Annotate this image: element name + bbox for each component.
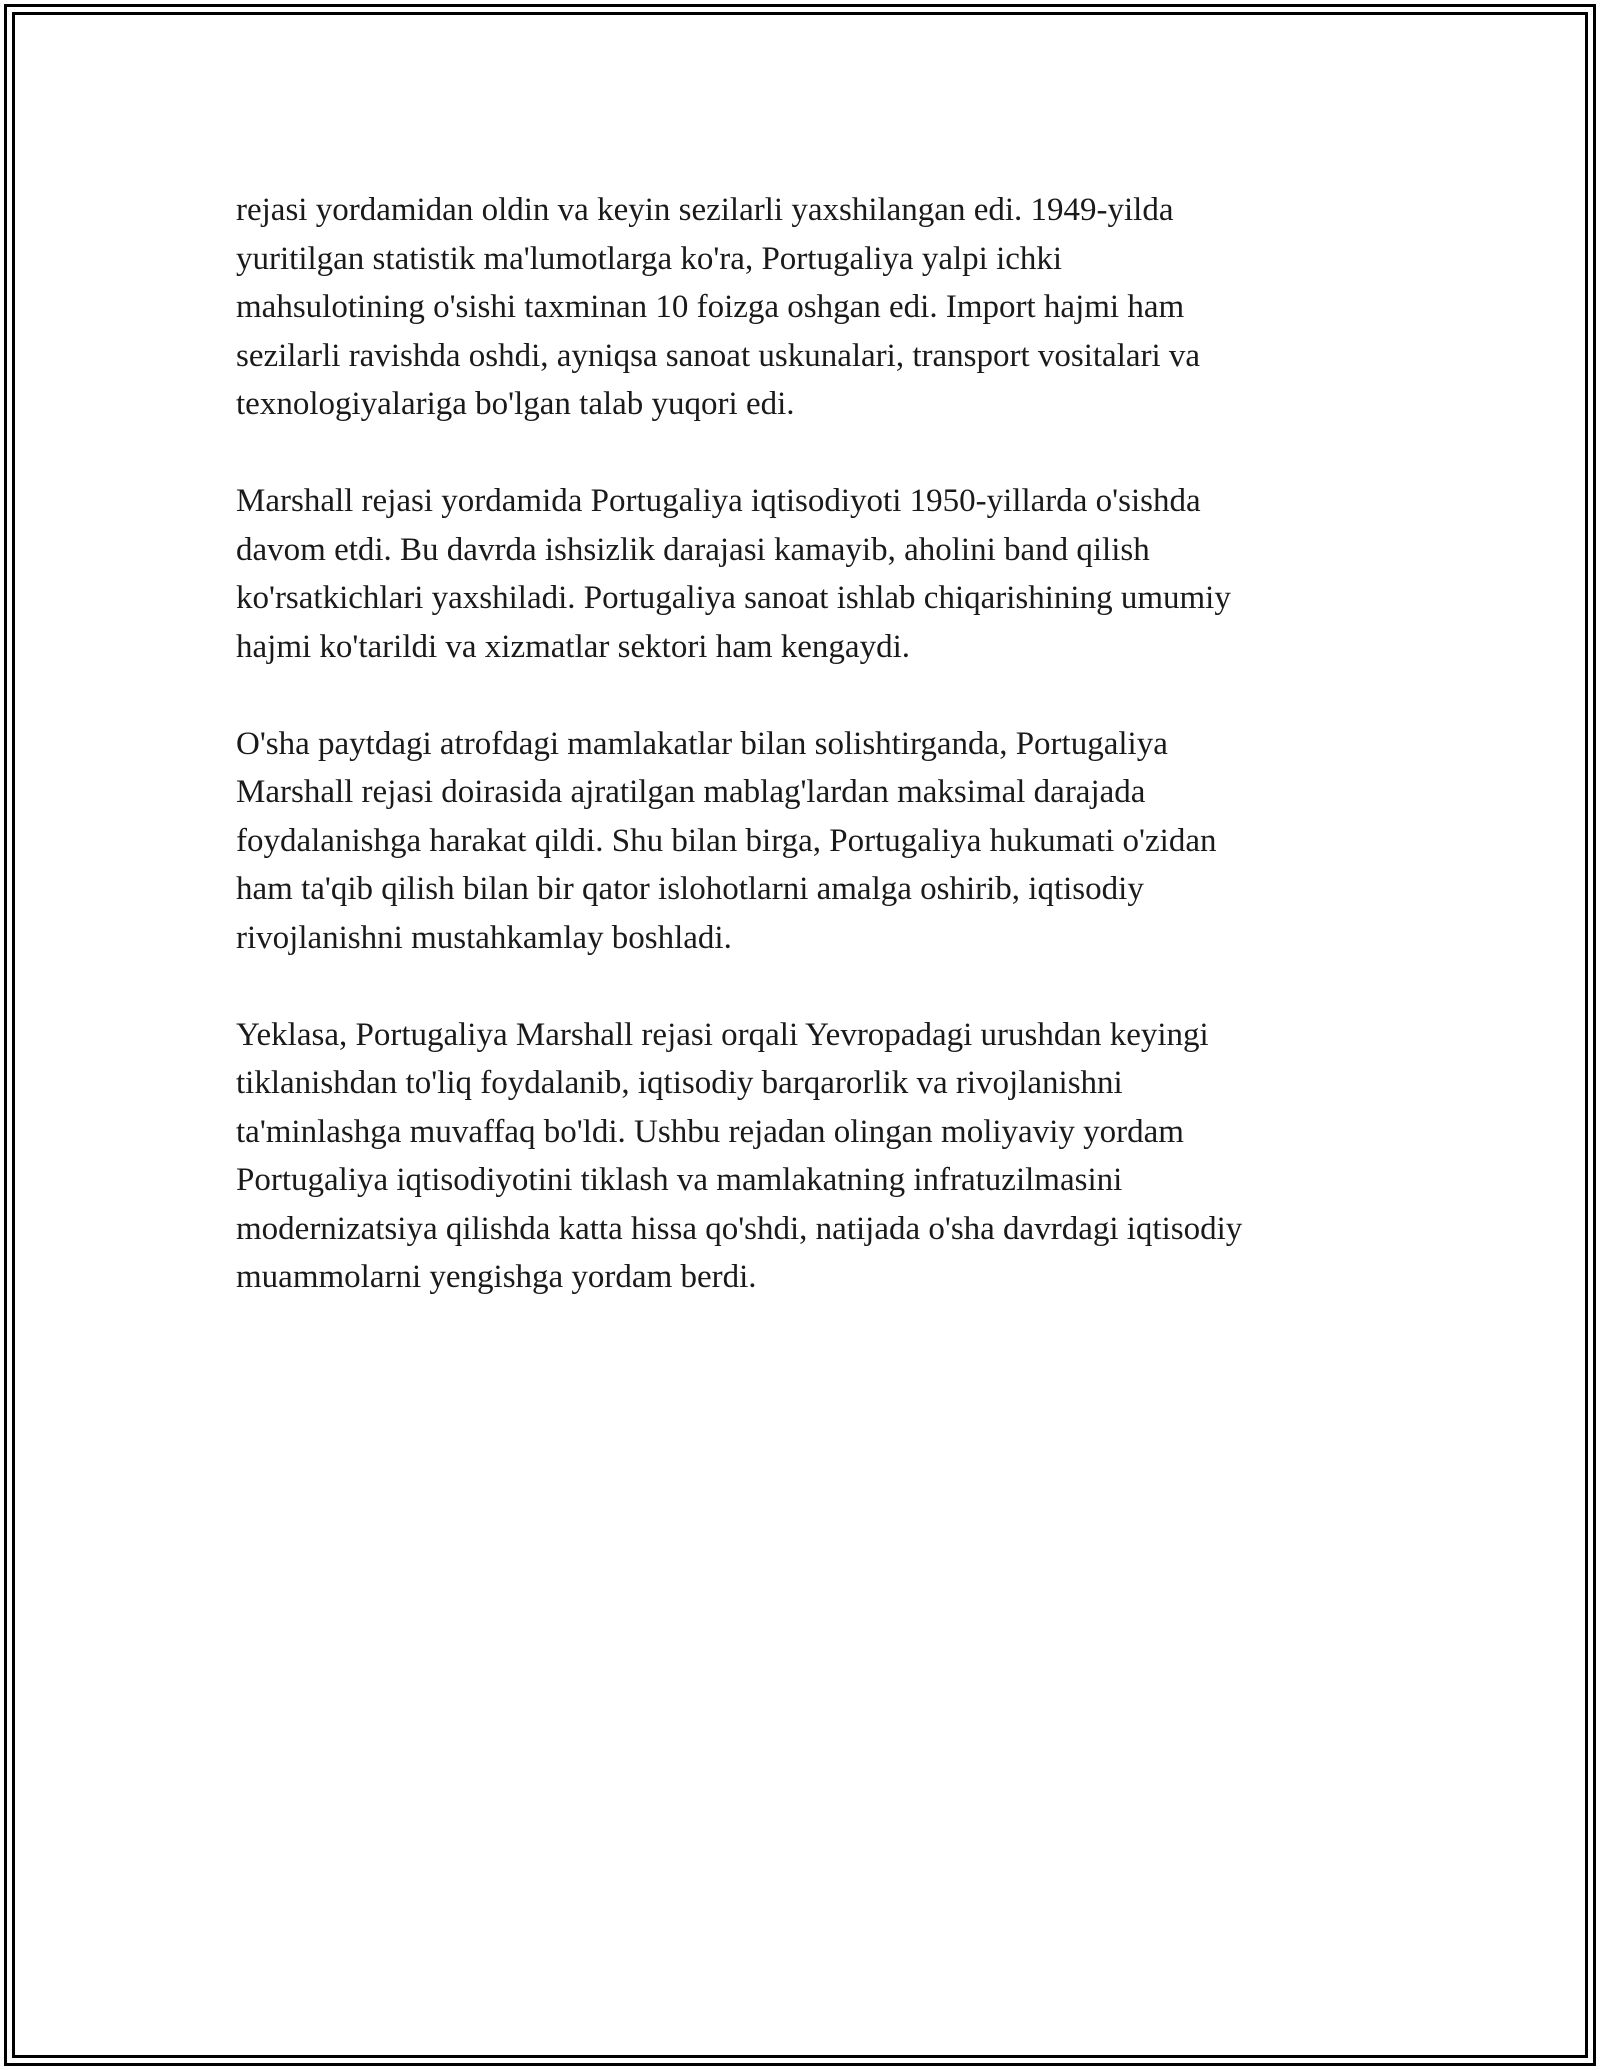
paragraph-2: Marshall rejasi yordamida Portugaliya iqtisodiyoti 1950-yillarda o'sishda davom etdi. Bu davrda ishsizlik darajasi kamayib, aholini band qilish ko'rsatkichlari yaxshiladi. Portugaliya sanoat ishlab chiqarishining umumiy hajmi ko'tarildi va xizmatlar sektori ham kengaydi. <box>236 483 1231 665</box>
paragraph-1: rejasi yordamidan oldin va keyin sezilarli yaxshilangan edi. 1949-yilda yuritilgan statistik ma'lumotlarga ko'ra, Portugaliya yalpi ichki mahsulotining o'sishi taxminan 10 foizga oshgan edi. Import hajmi ham sezilarli ravishda oshdi, ayniqsa sanoat uskunalari, transport vositalari va texnologiyalariga bo'lgan talab yuqori edi. <box>236 192 1201 422</box>
paragraph-4: Yeklasa, Portugaliya Marshall rejasi orqali Yevropadagi urushdan keyingi tiklanishdan to'liq foydalanib, iqtisodiy barqarorlik va rivojlanishni ta'minlashga muvaffaq bo'ldi. Ushbu rejadan olingan moliyaviy yordam Portugaliya iqtisodiyotini tiklash va mamlakatning infratuzilmasini modernizatsiya qilishda katta hissa qo'shdi, natijada o'sha davrdagi iqtisodiy muammolarni yengishga yordam berdi. <box>236 1016 1243 1295</box>
document-body <box>236 186 1386 1350</box>
paragraph-3: O'sha paytdagi atrofdagi mamlakatlar bilan solishtirganda, Portugaliya Marshall rejasi doirasida ajratilgan mablag'lardan maksimal darajada foydalanishga harakat qildi. Shu bilan birga, Portugaliya hukumati o'zidan ham ta'qib qilish bilan bir qator islohotlarni amalga oshirib, iqtisodiy rivojlanishni mustahkamlay boshladi. <box>236 725 1217 956</box>
